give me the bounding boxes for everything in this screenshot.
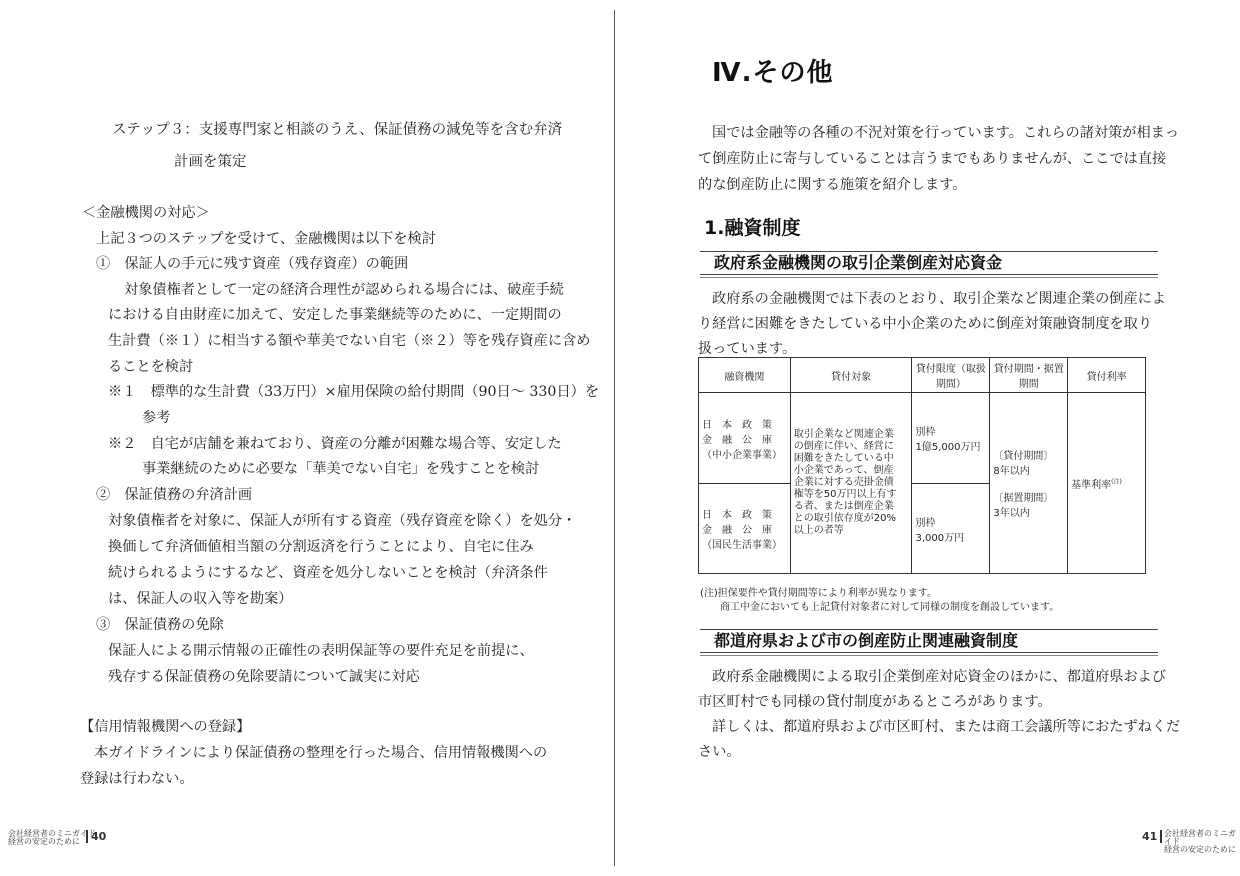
table-note-2: 商工中金においても上記貸付対象者に対して同様の制度を創設しています。 <box>720 602 1060 613</box>
heading-credit-registration: 【信用情報機関への登録】 <box>80 719 251 735</box>
chapter-title: Ⅳ.その他 <box>712 58 834 88</box>
item-3-heading: ③ 保証債務の免除 <box>96 617 224 633</box>
col-limit: 貸付限度（取扱期間） <box>912 358 990 393</box>
body-line: 残存する保証債務の免除要請について誠実に対応 <box>108 669 420 685</box>
table-note-1: (注)担保要件や貸付期間等により利率が異なります。 <box>700 588 938 599</box>
institution-cell-2: 日 本 政 策 金 融 公 庫 （国民生活事業） <box>699 484 791 574</box>
body-line: 本ガイドラインにより保証債務の整理を行った場合、信用情報機関への <box>94 745 548 761</box>
col-rate: 貸付利率 <box>1068 358 1146 393</box>
item-1-heading: ① 保証人の手元に残す資産（残存資産）の範囲 <box>96 256 409 272</box>
page-number-left: 40 <box>86 830 106 843</box>
note-2: ※２ 自宅が店舗を兼ねており、資産の分離が困難な場合等、安定した <box>108 436 562 452</box>
box1-title: 政府系金融機関の取引企業倒産対応資金 <box>700 251 1158 275</box>
target-cell: 取引企業など関連企業 の倒産に伴い、経営に 困難をきたしている中 小企業であって、倒産 企業に対する売掛金債 権等を50万円以上有す る者、または倒産企業 との取引依存度が20% 以上の者等 <box>790 393 912 574</box>
footer-right <box>1164 830 1240 854</box>
box2-body-line: 詳しくは、都道府県および市区町村、または商工会議所等におたずねくだ <box>712 719 1181 735</box>
institution-cell-1: 日 本 政 策 金 融 公 庫 （中小企業事業） <box>699 393 791 484</box>
body-line: 対象債権者として一定の経済合理性が認められる場合には、破産手続 <box>124 282 564 298</box>
item-2-heading: ② 保証債務の弁済計画 <box>96 487 253 503</box>
limit-cell-1: 別枠 1億5,000万円 <box>912 393 990 484</box>
limit-cell-2: 別枠 3,000万円 <box>912 484 990 574</box>
body-line: 登録は行わない。 <box>80 771 194 787</box>
col-period: 貸付期間・据置期間 <box>990 358 1068 393</box>
body-line: における自由財産に加えて、安定した事業継続等のために、一定期間の <box>108 307 562 323</box>
col-target: 貸付対象 <box>790 358 912 393</box>
note-1-cont: 参考 <box>142 410 171 426</box>
table-header-row <box>699 358 1146 393</box>
section-title: 1.融資制度 <box>704 217 801 239</box>
body-line: ることを検討 <box>108 359 194 375</box>
footer-text-1: 会社経営者のミニガイド <box>1164 829 1236 846</box>
left-page <box>0 0 615 876</box>
right-page <box>616 0 1240 876</box>
box2-title: 都道府県および市の倒産防止関連融資制度 <box>700 629 1158 653</box>
body-line: 保証人による開示情報の正確性の表明保証等の要件充足を前提に、 <box>108 643 534 659</box>
table-row <box>699 393 1146 484</box>
body-line: 続けられるようにするなど、資産を処分しないことを検討（弁済条件 <box>108 565 548 581</box>
box2-body-line: 市区町村でも同様の貸付制度があるところがあります。 <box>698 694 1052 710</box>
body-line: 生計費（※１）に相当する額や華美でない自宅（※２）等を残存資産に含め <box>108 333 591 349</box>
intro-line: 国では金融等の各種の不況対策を行っています。これらの諸対策が相まっ <box>712 125 1180 141</box>
step3-line1: ステップ３：支援専門家と相談のうえ、保証債務の減免等を含む弁済 <box>112 122 563 138</box>
box1-body-line: り経営に困難をきたしている中小企業のために倒産対策融資制度を取り <box>698 316 1153 332</box>
footer-text-2: 経営の安定のために <box>8 837 80 846</box>
box2-body-line: さい。 <box>698 744 741 760</box>
footer-text-2: 経営の安定のために <box>1164 845 1236 854</box>
body-line: 上記３つのステップを受けて、金融機関は以下を検討 <box>96 231 436 247</box>
body-line: は、保証人の収入等を勘案） <box>108 591 293 607</box>
loan-table <box>698 357 1146 574</box>
footer-text-1: 会社経営者のミニガイド <box>8 829 96 838</box>
intro-line: 的な倒産防止に関する施策を紹介します。 <box>698 177 967 193</box>
body-line: 対象債権者を対象に、保証人が所有する資産（残存資産を除く）を処分・ <box>108 513 577 529</box>
box2-body-line: 政府系金融機関による取引企業倒産対応資金のほかに、都道府県および <box>712 669 1167 685</box>
note-2-cont: 事業継続のために必要な「華美でない自宅」を残すことを検討 <box>142 461 540 477</box>
note-1: ※１ 標準的な生計費（33万円）×雇用保険の給付期間（90日～ 330日）を <box>108 384 600 400</box>
col-institution: 融資機関 <box>699 358 791 393</box>
period-cell: 〔貸付期間〕 8年以内 〔据置期間〕 3年以内 <box>990 393 1068 574</box>
box1-body-line: 扱っています。 <box>698 341 797 357</box>
box1-body-line: 政府系の金融機関では下表のとおり、取引企業など関連企業の倒産によ <box>712 291 1167 307</box>
heading-bank-response: ＜金融機関の対応＞ <box>82 205 210 221</box>
page-number-right: 41 <box>1142 830 1162 843</box>
footer-left <box>8 830 96 846</box>
rate-cell: 基準利率$^{(注)}$ <box>1068 393 1146 574</box>
intro-line: て倒産防止に寄与していることは言うまでもありませんが、ここでは直接 <box>698 151 1167 167</box>
body-line: 換価して弁済価値相当額の分割返済を行うことにより、自宅に住み <box>108 539 534 555</box>
step3-line2: 計画を策定 <box>174 154 247 170</box>
